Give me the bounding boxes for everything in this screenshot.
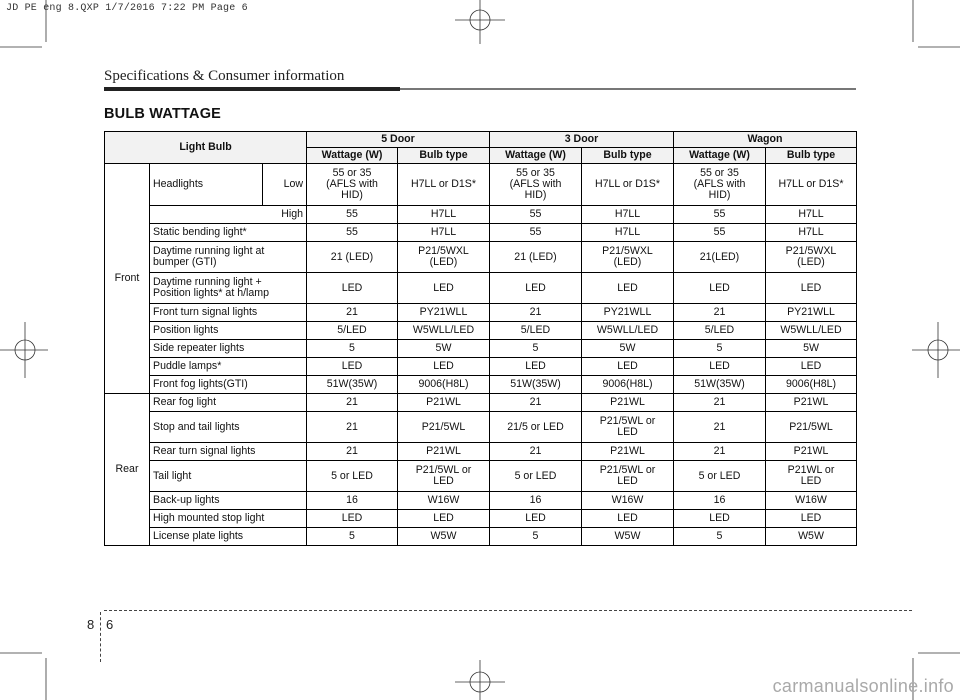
table-cell: P21/5WL or LED	[582, 461, 674, 492]
table-cell: LED	[398, 273, 490, 304]
registration-mark-top	[455, 0, 505, 44]
row-label: License plate lights	[150, 528, 307, 546]
table-cell: 51W(35W)	[307, 376, 398, 394]
table-row	[105, 206, 857, 224]
table-row	[105, 510, 857, 528]
row-label-headlights: Headlights	[150, 164, 263, 206]
table-cell: 55 or 35 (AFLS with HID)	[490, 164, 582, 206]
table-cell: 5	[490, 340, 582, 358]
row-label: Stop and tail lights	[150, 412, 307, 443]
table-row	[105, 273, 857, 304]
table-row	[105, 340, 857, 358]
table-cell: PY21WLL	[398, 304, 490, 322]
row-label: High mounted stop light	[150, 510, 307, 528]
table-cell: W16W	[766, 492, 857, 510]
table-cell: P21/5WL	[398, 412, 490, 443]
table-cell: 5/LED	[490, 322, 582, 340]
table-cell: 55	[674, 206, 766, 224]
table-cell: LED	[307, 273, 398, 304]
table-cell: 21	[674, 412, 766, 443]
table-cell: 5	[307, 528, 398, 546]
table-cell: LED	[582, 273, 674, 304]
table-cell: 5	[307, 340, 398, 358]
row-label: Front fog lights(GTI)	[150, 376, 307, 394]
registration-mark-left	[0, 322, 48, 378]
table-body	[105, 164, 857, 546]
table-cell: LED	[398, 510, 490, 528]
title-rule	[104, 87, 856, 91]
table-row	[105, 528, 857, 546]
row-label: Tail light	[150, 461, 307, 492]
table-cell: 16	[674, 492, 766, 510]
table-cell: LED	[490, 510, 582, 528]
row-label: Side repeater lights	[150, 340, 307, 358]
table-cell: 5 or LED	[674, 461, 766, 492]
table-cell: P21WL or LED	[766, 461, 857, 492]
table-cell: LED	[674, 510, 766, 528]
table-cell: 9006(H8L)	[398, 376, 490, 394]
table-cell: 5/LED	[674, 322, 766, 340]
table-cell: W5WLL/LED	[582, 322, 674, 340]
table-cell: W5W	[398, 528, 490, 546]
table-cell: 55	[490, 224, 582, 242]
table-row	[105, 376, 857, 394]
table-row	[105, 164, 857, 206]
table-cell: P21WL	[582, 443, 674, 461]
registration-mark-right	[912, 322, 960, 378]
header-5-door: 5 Door	[307, 132, 490, 148]
row-label-low: Low	[263, 164, 307, 206]
table-cell: H7LL	[766, 224, 857, 242]
header-3-door: 3 Door	[490, 132, 674, 148]
table-cell: 5/LED	[307, 322, 398, 340]
table-cell: P21/5WL	[766, 412, 857, 443]
table-cell: 21	[307, 304, 398, 322]
row-label: Rear fog light	[150, 394, 307, 412]
subheader-wattage: Wattage (W)	[490, 148, 582, 164]
table-cell: P21/5WL or LED	[582, 412, 674, 443]
table-cell: 21 (LED)	[307, 242, 398, 273]
row-label: Static bending light*	[150, 224, 307, 242]
row-label: Back-up lights	[150, 492, 307, 510]
table-cell: 16	[490, 492, 582, 510]
table-cell: LED	[766, 273, 857, 304]
table-cell: 21	[674, 304, 766, 322]
table-row	[105, 443, 857, 461]
table-cell: 9006(H8L)	[582, 376, 674, 394]
table-row	[105, 412, 857, 443]
table-cell: P21/5WXL (LED)	[766, 242, 857, 273]
table-cell: W5WLL/LED	[398, 322, 490, 340]
table-cell: 21	[307, 443, 398, 461]
table-row	[105, 461, 857, 492]
table-cell: H7LL or D1S*	[582, 164, 674, 206]
table-cell: 55	[674, 224, 766, 242]
page-number: 6	[106, 617, 114, 632]
table-cell: LED	[490, 273, 582, 304]
bulb-wattage-heading: BULB WATTAGE	[104, 106, 222, 122]
table-cell: 5 or LED	[490, 461, 582, 492]
table-cell: P21WL	[766, 443, 857, 461]
section-title: Specifications & Consumer information	[104, 68, 345, 84]
table-cell: LED	[766, 358, 857, 376]
table-cell: 16	[307, 492, 398, 510]
table-cell: 21	[307, 394, 398, 412]
table-row	[105, 242, 857, 273]
table-cell: W16W	[398, 492, 490, 510]
table-cell: H7LL or D1S*	[766, 164, 857, 206]
table-cell: 5W	[766, 340, 857, 358]
row-label: Rear turn signal lights	[150, 443, 307, 461]
table-cell: 21/5 or LED	[490, 412, 582, 443]
table-cell: 55 or 35 (AFLS with HID)	[674, 164, 766, 206]
subheader-wattage: Wattage (W)	[674, 148, 766, 164]
print-header: JD PE eng 8.QXP 1/7/2016 7:22 PM Page 6	[6, 3, 248, 14]
table-cell: 21	[490, 304, 582, 322]
table-cell: 55	[307, 224, 398, 242]
header-light-bulb: Light Bulb	[105, 132, 307, 164]
table-cell: PY21WLL	[582, 304, 674, 322]
table-row	[105, 322, 857, 340]
table-row	[105, 394, 857, 412]
table-cell: H7LL or D1S*	[398, 164, 490, 206]
table-cell: 5	[490, 528, 582, 546]
table-cell: 9006(H8L)	[766, 376, 857, 394]
table-cell: W5WLL/LED	[766, 322, 857, 340]
table-cell: P21WL	[582, 394, 674, 412]
table-row	[105, 358, 857, 376]
page-number-divider	[100, 612, 102, 662]
table-cell: 5	[674, 528, 766, 546]
table-row	[105, 304, 857, 322]
table-row	[105, 224, 857, 242]
table-cell: H7LL	[398, 224, 490, 242]
row-label: Front turn signal lights	[150, 304, 307, 322]
table-cell: LED	[766, 510, 857, 528]
table-cell: W5W	[582, 528, 674, 546]
row-label-high: High	[150, 206, 307, 224]
table-cell: P21WL	[766, 394, 857, 412]
group-front: Front	[105, 164, 150, 394]
table-cell: 21	[490, 443, 582, 461]
footer-rule	[104, 610, 912, 611]
subheader-wattage: Wattage (W)	[307, 148, 398, 164]
table-cell: P21/5WXL (LED)	[398, 242, 490, 273]
table-cell: 5W	[398, 340, 490, 358]
row-label: Puddle lamps*	[150, 358, 307, 376]
table-cell: 21	[307, 412, 398, 443]
table-cell: 51W(35W)	[490, 376, 582, 394]
table-cell: LED	[674, 358, 766, 376]
table-cell: 21 (LED)	[490, 242, 582, 273]
table-cell: LED	[582, 358, 674, 376]
table-cell: 21	[674, 443, 766, 461]
table-cell: LED	[582, 510, 674, 528]
watermark: carmanualsonline.info	[772, 676, 954, 696]
table-cell: H7LL	[398, 206, 490, 224]
table-cell: 21	[490, 394, 582, 412]
registration-mark-bottom	[455, 660, 505, 700]
table-cell: P21WL	[398, 443, 490, 461]
table-cell: W16W	[582, 492, 674, 510]
table-cell: H7LL	[582, 224, 674, 242]
row-label: Daytime running light at bumper (GTI)	[150, 242, 307, 273]
table-cell: 51W(35W)	[674, 376, 766, 394]
table-cell: 5W	[582, 340, 674, 358]
table-row	[105, 492, 857, 510]
table-cell: PY21WLL	[766, 304, 857, 322]
table-cell: P21WL	[398, 394, 490, 412]
table-cell: LED	[307, 358, 398, 376]
table-cell: H7LL	[766, 206, 857, 224]
table-cell: W5W	[766, 528, 857, 546]
table-cell: P21/5WL or LED	[398, 461, 490, 492]
subheader-bulb-type: Bulb type	[582, 148, 674, 164]
table-cell: 5 or LED	[307, 461, 398, 492]
subheader-bulb-type: Bulb type	[766, 148, 857, 164]
group-rear: Rear	[105, 394, 150, 546]
subheader-bulb-type: Bulb type	[398, 148, 490, 164]
table-cell: LED	[674, 273, 766, 304]
table-cell: 21	[674, 394, 766, 412]
row-label: Position lights	[150, 322, 307, 340]
bulb-wattage-table	[104, 131, 857, 546]
table-cell: P21/5WXL (LED)	[582, 242, 674, 273]
table-cell: LED	[398, 358, 490, 376]
table-cell: 55	[490, 206, 582, 224]
table-cell: 55 or 35 (AFLS with HID)	[307, 164, 398, 206]
page-chapter: 8	[87, 617, 95, 632]
header-wagon: Wagon	[674, 132, 857, 148]
row-label: Daytime running light + Position lights* at h/lamp	[150, 273, 307, 304]
table-cell: 21(LED)	[674, 242, 766, 273]
table-cell: 55	[307, 206, 398, 224]
table-cell: LED	[490, 358, 582, 376]
table-cell: 5	[674, 340, 766, 358]
table-cell: LED	[307, 510, 398, 528]
table-cell: H7LL	[582, 206, 674, 224]
